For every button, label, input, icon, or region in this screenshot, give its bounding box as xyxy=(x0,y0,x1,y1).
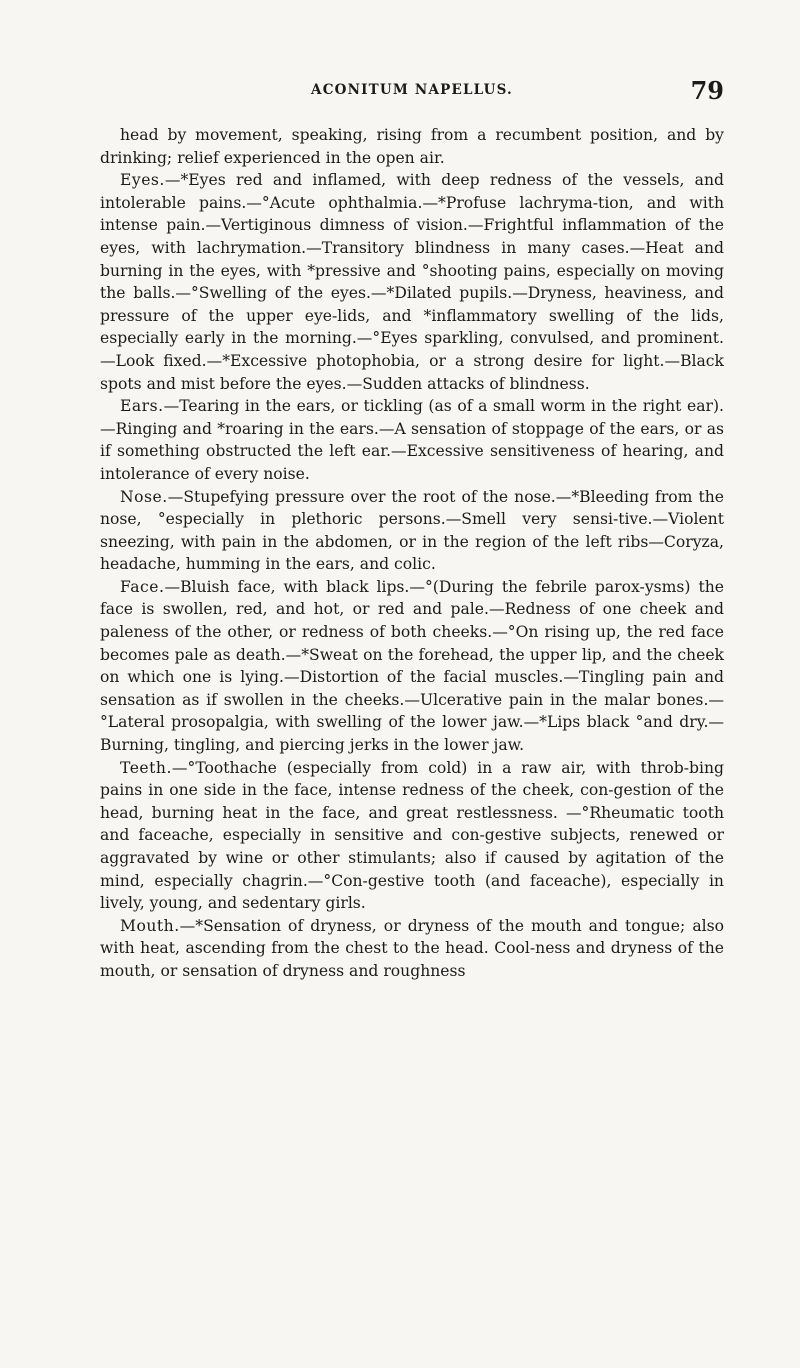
body-text-run: or a strong desire for light.—Black spots and mist before the eyes.—Sudden attacks of blindness. xyxy=(100,351,724,393)
section-heading: Ears. xyxy=(120,397,164,416)
italic-text: intolerable pains. xyxy=(100,193,247,212)
page-header xyxy=(100,76,724,116)
italic-text: the face is swollen, red, and hot, xyxy=(100,577,724,619)
body-text-run: girls. xyxy=(320,894,366,913)
body-text-run: — xyxy=(283,668,300,687)
body-text-run: —Dryness, heaviness, and pressure of the upper eye-lids, and *inflammatory swelling of the lids, especially early in the morning.— xyxy=(100,284,725,348)
italic-text: °On rising up, the red face becomes pale as death. xyxy=(100,623,724,664)
paragraph-eyes xyxy=(100,169,724,395)
italic-text: Tingling pain xyxy=(578,668,687,687)
italic-text: sedentary xyxy=(242,894,321,913)
body-text-run: (and faceache), especially in lively, young, and xyxy=(100,871,724,913)
italic-text: Toothache (especially from cold) in a raw air, with throb-bing pains in one side in the face, xyxy=(100,758,724,800)
body-text-run: — xyxy=(708,690,724,709)
italic-text: Frightful inflammation of the eyes, xyxy=(100,216,724,257)
italic-text: Transitory blindness in many cases. xyxy=(321,238,630,257)
running-title: ACONITUM NAPELLUS. xyxy=(311,82,513,98)
paragraph-head-continuation xyxy=(100,124,724,169)
italic-text: *Bleeding from the nose, xyxy=(100,487,724,529)
body-text-run: — xyxy=(422,193,439,212)
body-text-run: and xyxy=(684,171,724,190)
italic-text: Redness of one cheek and paleness of the other, or redness of both cheeks. xyxy=(100,600,724,642)
section-heading: Face. xyxy=(120,577,165,596)
body-text-run: —Stupefying pressure over the root of the nose.— xyxy=(167,487,572,506)
body-text-run: — xyxy=(708,713,724,732)
body-text-run: — xyxy=(285,645,302,664)
body-text-run: —Heat and burning in the eyes, with *pressive and °shooting pains, especially on moving the balls.—°Swelling of the eyes.— xyxy=(100,238,725,303)
italic-text: Distortion of the facial muscles. xyxy=(299,668,564,687)
italic-text: °Lateral prosopalgia, with swelling of the lower jaw. xyxy=(100,713,524,732)
body-text-run: — xyxy=(179,916,196,935)
body-text-run: — xyxy=(563,668,579,687)
section-heading: Nose. xyxy=(120,487,168,506)
italic-text: Ulcerative pain in the malar bones. xyxy=(419,690,709,709)
italic-text: *Sensation of dryness, or dryness of the mouth and tongue; xyxy=(195,916,686,935)
italic-text: *Excessive photophobia, xyxy=(222,351,420,370)
body-text-run: and with intense pain.—Vertiginous dimness of vision.— xyxy=(100,193,725,235)
body-text-run: and sensation as if swollen in the cheeks.— xyxy=(100,668,724,709)
body-text-run: intense redness of the cheek, xyxy=(332,781,581,800)
body-text-run: with lachrymation.— xyxy=(140,238,322,257)
paragraph-mouth xyxy=(100,915,724,983)
paragraph-nose xyxy=(100,486,724,576)
body-text-run: — xyxy=(246,193,262,212)
body-text-run: —° xyxy=(171,758,196,777)
section-heading: Eyes. xyxy=(120,171,165,190)
italic-text: *Dilated pupils. xyxy=(386,284,513,303)
body-text-run: —Bluish face, with black lips.—°(During the febrile parox-ysms) xyxy=(164,577,699,596)
paragraph-face xyxy=(100,576,724,757)
italic-text: °Acute ophthalmia. xyxy=(261,193,423,212)
body-text-run: and great restlessness. —°Rheumatic tooth and faceache, especially in sensitive and con-gestive subjects, renewed or aggravated by wine or other stimulants; also if caused by agitation of the mind, especially chagrin.— xyxy=(100,803,725,890)
italic-text: *Eyes red and inflamed, with deep redness of the vessels, xyxy=(180,171,685,190)
italic-text: Burning, tingling, and piercing jerks in the lower jaw. xyxy=(100,736,525,755)
body-text-run: —A sensation of stoppage of the ears, or as if something obstructed the left ear.—Excessive sensitiveness of hearing, and intolerance of every noise. xyxy=(100,419,724,483)
body-text-run: head by movement, speaking, rising from a recumbent position, and by drinking; relief experienced in the open air. xyxy=(100,126,724,167)
italic-text: *roaring in the ears. xyxy=(217,419,379,438)
paragraph-teeth xyxy=(100,757,724,915)
body-text-run: — xyxy=(523,713,540,732)
body-text-run: also with heat, ascending from the chest to the head. Cool-ness and dryness of the mouth, or sensation of dryness and roughness xyxy=(100,916,724,980)
italic-text: con-gestion of the head, burning heat in the face, xyxy=(100,781,724,822)
body-text-run: —Tearing in the ears, or tickling (as of a small worm in the right ear).—Ringing and xyxy=(100,397,724,438)
body-text xyxy=(100,124,724,983)
italic-text: *Profuse lachryma-tion, xyxy=(438,193,634,212)
italic-text: *Lips black °and dry. xyxy=(539,713,709,732)
body-text-run: °especially in plethoric persons.—Smell very sensi-tive.—Violent sneezing, with pain in the abdomen, or in the region of the left ribs—Coryza, headache, humming in the ears, and colic. xyxy=(100,510,724,574)
body-text-run: convulsed, and prominent.—Look fixed.— xyxy=(100,329,724,370)
page-number: 79 xyxy=(690,76,724,105)
body-text-run: or red and pale.— xyxy=(344,600,505,619)
italic-text: °Eyes sparkling, xyxy=(372,329,504,348)
section-heading: Teeth. xyxy=(120,758,172,777)
paragraph-ears xyxy=(100,395,724,485)
body-text-run: — xyxy=(492,623,508,642)
italic-text: *Sweat on the forehead, the upper lip, and the cheek on which one is lying. xyxy=(100,645,724,687)
italic-text: °Con-gestive tooth xyxy=(323,871,476,890)
body-text-run: — xyxy=(164,171,181,190)
section-heading: Mouth. xyxy=(120,916,180,935)
